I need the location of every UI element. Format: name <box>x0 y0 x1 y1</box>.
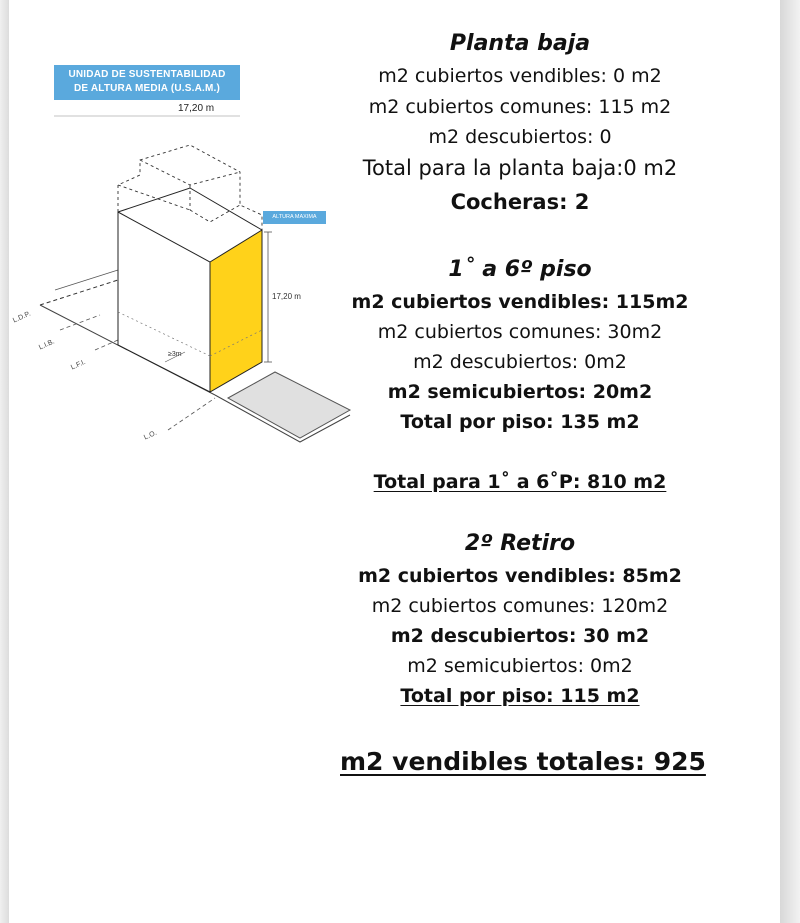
pb-cocheras: Cocheras: 2 <box>450 190 590 214</box>
retiro-total-piso: Total por piso: 115 m2 <box>400 685 640 707</box>
setback-dimension: ≥3m <box>168 351 182 358</box>
usam-label <box>54 65 240 100</box>
line-label-lo: L.O. <box>143 429 158 442</box>
pisos-total-piso: Total por piso: 135 m2 <box>400 411 640 433</box>
areas-summary <box>340 0 706 923</box>
pisos-comunes: m2 cubiertos comunes: 30m2 <box>377 321 663 343</box>
retiro-semicubiertos: m2 semicubiertos: 0m2 <box>407 655 633 677</box>
line-label-lfi: L.F.I. <box>70 358 87 372</box>
usam-label-line1: UNIDAD DE SUSTENTABILIDAD <box>68 69 226 80</box>
pb-total: Total para la planta baja:0 m2 <box>362 156 678 180</box>
usam-label-line2: DE ALTURA MEDIA (U.S.A.M.) <box>73 83 221 94</box>
planta-baja-title: Planta baja <box>449 31 591 56</box>
width-dimension: 17,20 m <box>178 103 215 114</box>
page-right-edge <box>780 0 800 923</box>
pb-descubiertos: m2 descubiertos: 0 <box>428 126 612 148</box>
pb-vendibles: m2 cubiertos vendibles: 0 m2 <box>378 65 662 87</box>
line-label-ldp: L.D.P. <box>12 310 32 325</box>
pisos-semicubiertos: m2 semicubiertos: 20m2 <box>387 381 653 403</box>
pisos-descubiertos: m2 descubiertos: 0m2 <box>413 351 627 373</box>
altura-maxima-tag: ALTURA MAXIMA <box>263 211 326 224</box>
height-dimension: 17,20 m <box>272 292 301 301</box>
pisos-title: 1˚ a 6º piso <box>448 257 592 282</box>
building-diagram <box>0 0 360 470</box>
pisos-total: Total para 1˚ a 6˚P: 810 m2 <box>373 471 667 493</box>
retiro-comunes: m2 cubiertos comunes: 120m2 <box>371 595 669 617</box>
line-label-lib: L.I.B. <box>38 338 56 352</box>
pb-comunes: m2 cubiertos comunes: 115 m2 <box>368 96 672 118</box>
pisos-vendibles: m2 cubiertos vendibles: 115m2 <box>351 291 689 313</box>
retiro-descubiertos: m2 descubiertos: 30 m2 <box>390 625 650 647</box>
vendibles-totales: m2 vendibles totales: 925 <box>340 747 706 776</box>
retiro-vendibles: m2 cubiertos vendibles: 85m2 <box>358 565 682 587</box>
retiro-title: 2º Retiro <box>464 531 576 556</box>
